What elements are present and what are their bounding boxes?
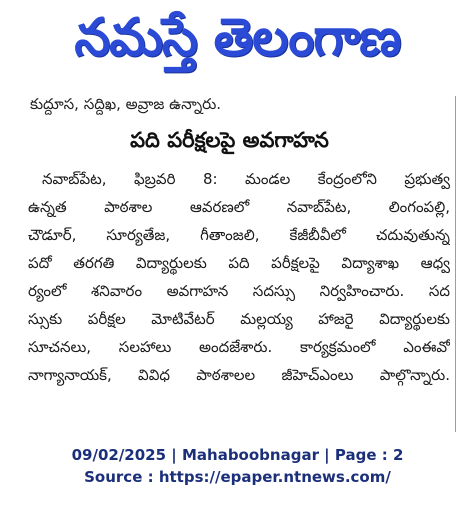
- preceding-article-text: కుద్దూస, సద్దిఖ, అవ్రాజ ఉన్నారు.: [30, 95, 222, 113]
- article-body-line: సూచనలు, సలహాలు అందజేశారు. కార్యక్రమంలో ఎంఈవో: [28, 338, 450, 356]
- article-body-line: పదో తరగతి విద్యార్థులకు పది పరీక్షలపై విద్యాశాఖ ఆధ్వ: [28, 254, 450, 272]
- article-body-line: ఉన్నత పాఠశాల ఆవరణలో నవాబ్‌పేట, లింగంపల్లి,: [28, 198, 450, 216]
- article-body-line: నవాబ్‌పేట, ఫిబ్రవరి 8: మండల కేంద్రంలోని ప్రభుత్వ: [42, 170, 450, 188]
- article-body: [28, 165, 450, 389]
- article-body-line: స్సుకు పరీక్షల మోటివేటర్ మల్లయ్య హాజరై విద్యార్థులకు: [28, 310, 450, 328]
- newspaper-masthead: [4, 2, 471, 74]
- article-body-line: ర్యంలో శనివారం అవగాహన సదస్సు నిర్వహించారు. సద: [28, 282, 450, 300]
- column-divider: [455, 96, 456, 432]
- edition-info: 09/02/2025 | Mahaboobnagar | Page : 2: [71, 446, 404, 464]
- source-link[interactable]: Source : https://epaper.ntnews.com/: [84, 468, 391, 486]
- masthead-title: నమస్తే తెలంగాణ: [74, 8, 401, 68]
- article-body-line: నాగ్యానాయక్, వివిధ పాఠశాలల జీహెచ్‌ఎంలు పాల్గొన్నారు.: [28, 366, 450, 384]
- article-body-line: చౌడూర్, సూర్యతేజ, గీతాంజలి, కేజీబీవీలో చదువుతున్న: [28, 226, 450, 244]
- article-headline: పది పరీక్షలపై అవగాహన: [130, 128, 329, 152]
